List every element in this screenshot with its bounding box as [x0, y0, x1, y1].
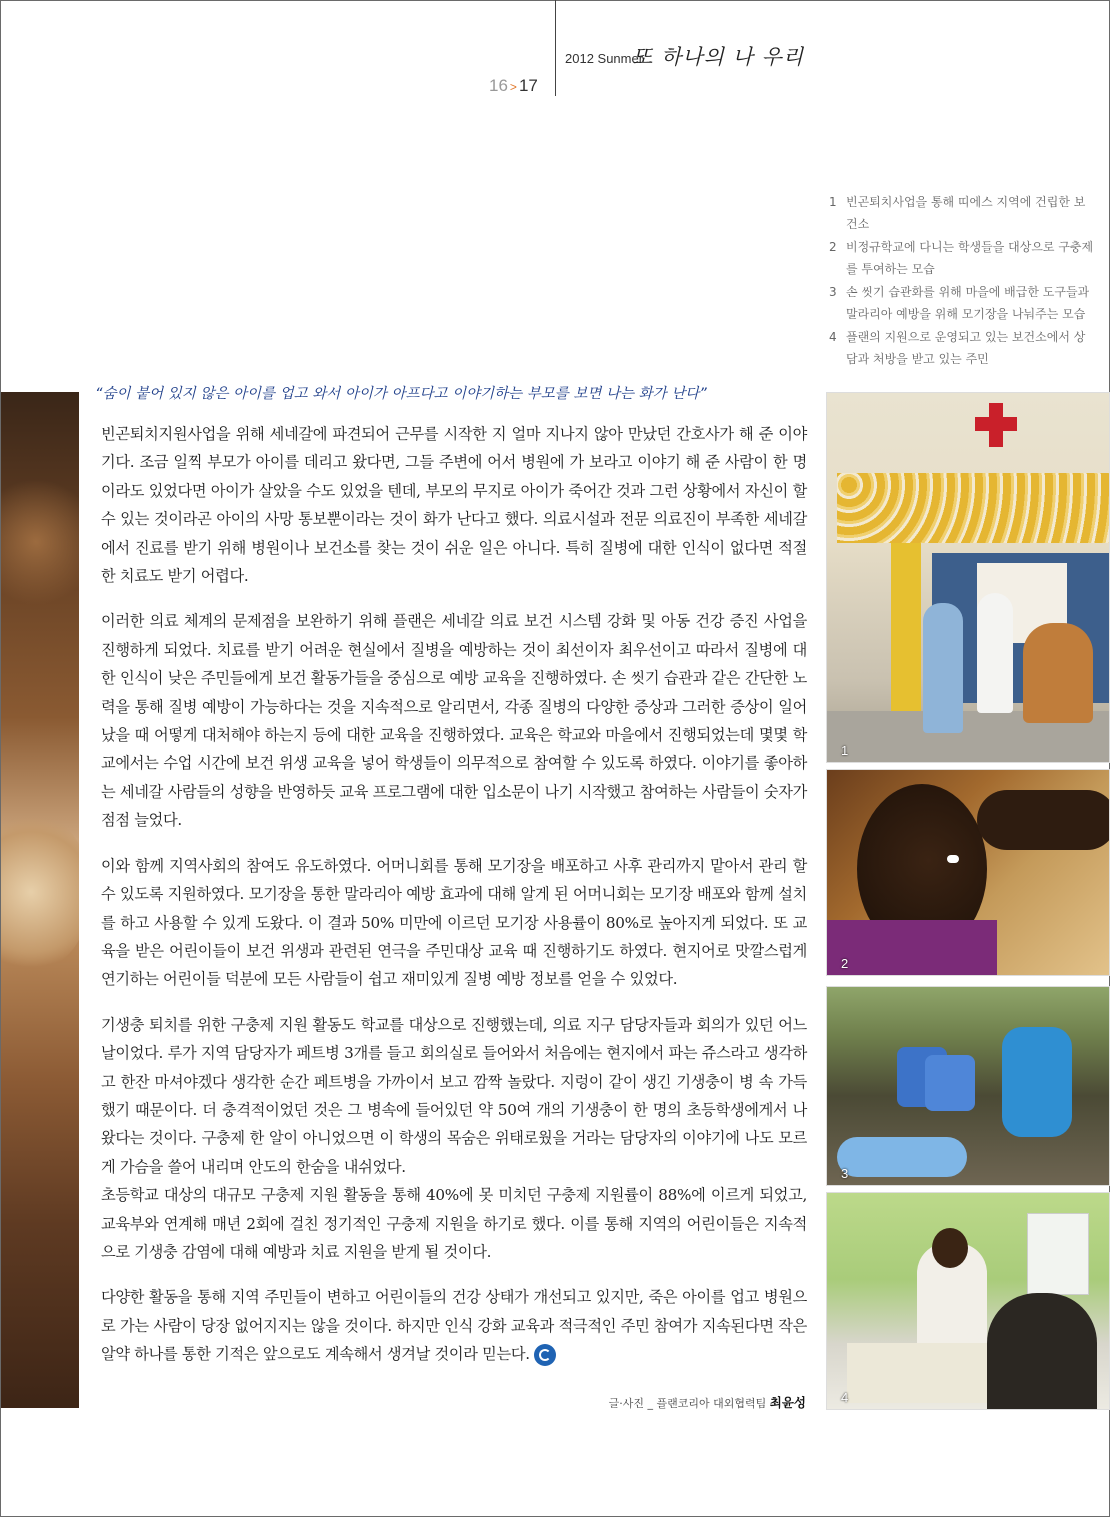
photo-number: 2 [841, 956, 849, 971]
photo-4-consultation [826, 1192, 1110, 1410]
paragraph: 초등학교 대상의 대규모 구충제 지원 활동을 통해 40%에 못 미치던 구충제 지원률이 88%에 이르게 되었고, 교육부와 연계해 매년 2회에 걸친 정기적인 구충제 지원을 하기로 했다. 이를 통해 지역의 어린이들은 지속적으로 기생충 감염에 대해 예방과 치료 지원을 받게 될 것이다. [101, 1186, 807, 1261]
plan-logo-icon [534, 1344, 556, 1366]
pull-quote: “숨이 붙어 있지 않은 아이를 업고 와서 아이가 아프다고 이야기하는 부모를 보면 나는 화가 난다” [95, 386, 707, 402]
caption-text: 빈곤퇴치사업을 통해 띠에스 지역에 건립한 보건소 [846, 195, 1086, 231]
author-credit [540, 1393, 806, 1411]
caption-1 [829, 191, 1094, 235]
paragraph-last [101, 1283, 807, 1368]
caption-text: 손 씻기 습관화를 위해 마을에 배급한 도구들과 말라리아 예방을 위해 모기장을 나눠주는 모습 [846, 285, 1090, 321]
photo-number: 3 [841, 1166, 849, 1181]
photo-captions [829, 191, 1094, 371]
photo-number: 1 [841, 743, 849, 758]
photo-2-deworming [826, 769, 1110, 976]
caption-2 [829, 236, 1094, 280]
author-name: 최윤성 [769, 1395, 806, 1410]
credit-prefix: 글·사진 _ 플랜코리아 대외협력팀 [608, 1397, 767, 1410]
paragraph: 이와 함께 지역사회의 참여도 유도하였다. 어머니회를 통해 모기장을 배포하고 사후 관리까지 맡아서 관리 할 수 있도록 지원하였다. 모기장을 통한 말라리아 예방 효과에 대해 알게 된 어머니회는 모기장 배포와 함께 설치를 하고 사용할 수 있게 도왔다. 이 결과 50% 미만에 이르던 모기장 사용률이 80%로 높아지게 되었다. 또 교육을 받은 어린이들이 보건 위생과 관련된 연극을 주민대상 교육 때 진행하기도 하였다. 현지어로 맛깔스럽게 연기하는 어린이들 덕분에 모든 사람들이 쉽고 재미있게 질병 예방 정보를 얻을 수 있었다. [101, 856, 807, 989]
photo-number: 4 [841, 1390, 849, 1405]
photo-3-mosquito-nets [826, 986, 1110, 1186]
caption-text: 비정규학교에 다니는 학생들을 대상으로 구충제를 투여하는 모습 [846, 240, 1094, 276]
caption-number: 2 [829, 240, 837, 254]
caption-text: 플랜의 지원으로 운영되고 있는 보건소에서 상담과 처방을 받고 있는 주민 [846, 330, 1086, 366]
paragraph: 이러한 의료 체계의 문제점을 보완하기 위해 플랜은 세네갈 의료 보건 시스템 강화 및 아동 건강 증진 사업을 진행하게 되었다. 치료를 받기 어려운 현실에서 질병을 예방하는 것이 최선이자 최우선이고 따라서 질병에 대한 인식이 낮은 주민들에게 보건 활동가들을 중심으로 예방 교육을 진행하였다. 손 씻기 습관과 같은 간단한 노력을 통해 질병 예방이 가능하다는 것을 지속적으로 알리면서, 각종 질병의 다양한 증상과 그러한 증상이 일어났을 때 어떻게 대처해야 하는지 등에 대한 교육을 진행하였다. 교육은 학교와 마을에서 진행되었는데 몇몇 학교에서는 수업 시간에 보건 위생 교육을 넣어 학생들이 의무적으로 참여할 수 있도록 하였다. 이야기를 좋아하는 세네갈 사람들의 성향을 반영하듯 교육 프로그램에 대한 입소문이 나기 시작했고 참여하는 사람들이 숫자가 점점 늘었다. [101, 612, 807, 830]
caption-3 [829, 281, 1094, 325]
page-number-left: 16 [489, 76, 508, 95]
photo-1-health-center [826, 392, 1110, 763]
caption-number: 1 [829, 195, 837, 209]
paragraph: 빈곤퇴치지원사업을 위해 세네갈에 파견되어 근무를 시작한 지 얼마 지나지 않아 만났던 간호사가 해 준 이야기다. 조금 일찍 부모가 아이를 데리고 왔다면, 그들 주변에 어서 병원에 가 보라고 이야기 해 준 사람이 한 명이라도 있었다면 아이가 살았을 수도 있었을 텐데, 부모의 무지로 아이가 죽어간 것과 그런 상황에서 자신이 할 수 있는 것이라곤 아이의 사망 통보뿐이라는 것이 화가 난다고 했다. 의료시설과 전문 의료진이 부족한 세네갈에서 진료를 받기 위해 병원이나 보건소를 찾는 것이 쉬운 일은 아니다. 특히 질병에 대한 인식이 없다면 적절한 치료도 받기 어렵다. [101, 425, 807, 586]
article-body [101, 420, 807, 1386]
paragraph: 기생충 퇴치를 위한 구충제 지원 활동도 학교를 대상으로 진행했는데, 의료 지구 담당자들과 회의가 있던 어느 날이었다. 루가 지역 담당자가 페트병 3개를 들고 회의실로 들어와서 처음에는 현지에서 파는 쥬스라고 생각하고 한잔 마셔야겠다 생각한 순간 페트병을 가까이서 보고 깜짝 놀랐다. 지렁이 같이 생긴 기생충이 병 속 가득했기 때문이다. 더 충격적이었던 것은 그 병속에 들어있던 약 50여 개의 기생충이 한 명의 초등학생에게서 나왔다는 것이다. 구충제 한 알이 아니었으면 이 학생의 목숨은 위태로웠을 거라는 담당자의 이야기에 나도 모르게 가슴을 쓸어 내리며 안도의 한숨을 내쉬었다. [101, 1015, 807, 1176]
issue-label: 2012 Sunmer [565, 51, 644, 66]
caption-4 [829, 326, 1094, 370]
paragraph-text: 다양한 활동을 통해 지역 주민들이 변하고 어린이들의 건강 상태가 개선되고 있지만, 죽은 아이를 업고 병원으로 가는 사람이 당장 없어지지는 않을 것이다. 하지만 인식 강화 교육과 적극적인 주민 참여가 지속된다면 작은 알약 하나를 통한 기적은 앞으로도 계속해서 생겨날 것이라 믿는다. [101, 1288, 807, 1364]
header-divider [555, 0, 556, 96]
magazine-title: 또 하나의 나 우리 [632, 45, 805, 69]
caption-number: 4 [829, 330, 837, 344]
page-separator: > [509, 80, 517, 94]
left-photo-strip [1, 392, 79, 1408]
caption-number: 3 [829, 285, 837, 299]
page-number-right: 17 [518, 76, 538, 95]
page-numbers [489, 76, 538, 96]
